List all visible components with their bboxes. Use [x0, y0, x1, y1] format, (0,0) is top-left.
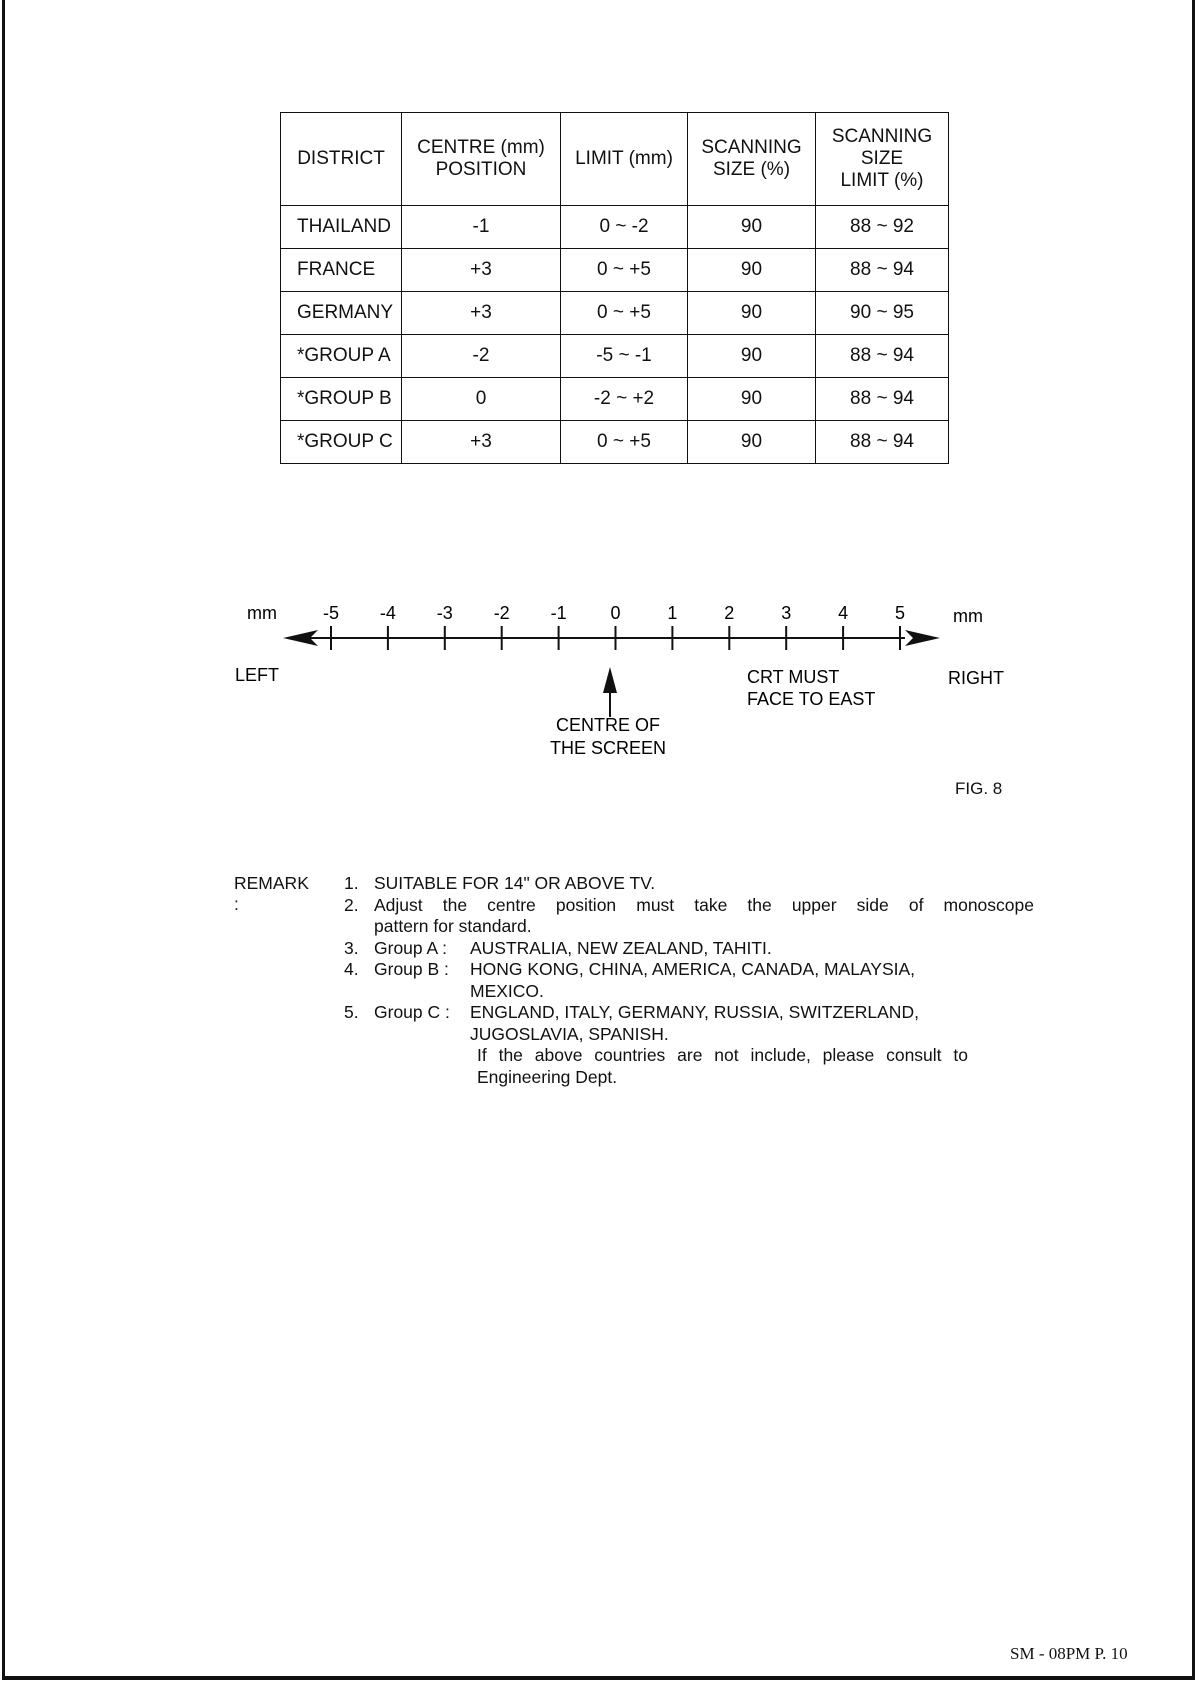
cell-centre: -1 [402, 206, 561, 249]
cell-district: THAILAND [281, 206, 402, 249]
group-countries: AUSTRALIA, NEW ZEALAND, TAHITI. [470, 937, 772, 958]
cell-size: 90 [688, 292, 816, 335]
remark-item-number: 4. [344, 959, 359, 979]
group-countries: MEXICO. [470, 980, 544, 1001]
remark-item-2 [344, 895, 1034, 938]
scale-tick-label: 4 [838, 603, 849, 623]
scale-tick-label: 1 [667, 603, 678, 623]
crt-note-line1: CRT MUST [747, 667, 840, 687]
cell-district: GERMANY [281, 292, 402, 335]
cell-centre: +3 [402, 292, 561, 335]
remark-item-1 [344, 873, 1034, 895]
header-limit: LIMIT (mm) [561, 113, 688, 206]
cell-centre: +3 [402, 421, 561, 464]
remark-note: If the above countries are not include, please consult to [477, 1045, 968, 1065]
table-row [281, 206, 949, 249]
remark-item-text: Adjust the centre position must take the upper side of monoscope [374, 894, 1034, 915]
cell-size-limit: 90 ~ 95 [816, 292, 949, 335]
scale-tick-label: -2 [493, 603, 510, 623]
crt-note-line2: FACE TO EAST [747, 689, 876, 709]
tick-label-group [323, 603, 905, 623]
remark-item-number: 5. [344, 1002, 359, 1022]
unit-left-label: mm [247, 603, 277, 623]
header-scanning-size: SCANNING SIZE (%) [688, 113, 816, 206]
cell-limit: 0 ~ +5 [561, 249, 688, 292]
cell-size-limit: 88 ~ 92 [816, 206, 949, 249]
centre-label-line1: CENTRE OF [556, 715, 661, 735]
cell-size: 90 [688, 206, 816, 249]
cell-size-limit: 88 ~ 94 [816, 249, 949, 292]
scale-tick-label: -3 [436, 603, 453, 623]
right-label: RIGHT [948, 668, 1004, 688]
scale-tick-label: 5 [894, 603, 906, 623]
cell-limit: 0 ~ +5 [561, 421, 688, 464]
cell-district: *GROUP C [281, 421, 402, 464]
group-countries: ENGLAND, ITALY, GERMANY, RUSSIA, SWITZERLAND, [470, 1002, 919, 1022]
table-row [281, 421, 949, 464]
table-row [281, 292, 949, 335]
remark-note: Engineering Dept. [477, 1066, 618, 1087]
scanning-spec-table [280, 112, 949, 464]
remark-item-text: SUITABLE FOR 14" OR ABOVE TV. [374, 873, 656, 893]
unit-right-label: mm [953, 606, 983, 626]
remark-list [344, 873, 1034, 1088]
header-centre-position: CENTRE (mm) POSITION [402, 113, 561, 206]
remark-item-3 [344, 938, 1034, 960]
remark-label: REMARK : [234, 873, 309, 914]
scale-tick-label: -5 [322, 603, 340, 623]
cell-district: FRANCE [281, 249, 402, 292]
cell-district: *GROUP B [281, 378, 402, 421]
left-label: LEFT [235, 665, 280, 685]
table-row [281, 249, 949, 292]
scale-tick-label: -4 [379, 603, 396, 623]
right-arrowhead-icon [905, 630, 940, 646]
table-row [281, 378, 949, 421]
scale-tick-label: 3 [781, 603, 792, 623]
cell-size: 90 [688, 335, 816, 378]
centre-arrow-icon [603, 667, 617, 693]
cell-centre: -2 [402, 335, 561, 378]
remark-item-4 [344, 959, 1034, 1002]
remark-item-number: 2. [344, 894, 359, 915]
cell-size-limit: 88 ~ 94 [816, 335, 949, 378]
cell-limit: -5 ~ -1 [561, 335, 688, 378]
remark-item-5 [344, 1002, 1034, 1088]
scale-tick-label: 2 [724, 603, 735, 623]
group-label: Group B : [374, 959, 449, 979]
cell-district: *GROUP A [281, 335, 402, 378]
figure-label: FIG. 8 [955, 779, 1003, 798]
cell-limit: 0 ~ +5 [561, 292, 688, 335]
cell-size: 90 [688, 378, 816, 421]
remark-item-number: 3. [344, 937, 359, 958]
cell-centre: +3 [402, 249, 561, 292]
remark-item-text: pattern for standard. [374, 916, 532, 936]
page-footer: SM - 08PM P. 10 [1010, 1644, 1128, 1663]
group-countries: HONG KONG, CHINA, AMERICA, CANADA, MALAYSIA, [470, 959, 916, 979]
table-header-row [281, 113, 949, 206]
centre-label-line2: THE SCREEN [550, 738, 667, 758]
group-label: Group C : [374, 1002, 450, 1022]
cell-limit: 0 ~ -2 [561, 206, 688, 249]
cell-size: 90 [688, 421, 816, 464]
cell-size-limit: 88 ~ 94 [816, 421, 949, 464]
cell-size: 90 [688, 249, 816, 292]
header-scanning-size-limit: SCANNING SIZE LIMIT (%) [816, 113, 949, 206]
group-countries: JUGOSLAVIA, SPANISH. [470, 1023, 669, 1044]
header-district: DISTRICT [281, 113, 402, 206]
cell-limit: -2 ~ +2 [561, 378, 688, 421]
cell-centre: 0 [402, 378, 561, 421]
group-label: Group A : [374, 937, 447, 958]
scale-tick-label: 0 [610, 603, 621, 623]
table-row [281, 335, 949, 378]
scale-tick-label: -1 [550, 603, 567, 623]
remark-item-number: 1. [344, 873, 359, 893]
cell-size-limit: 88 ~ 94 [816, 378, 949, 421]
position-scale-diagram [0, 590, 1199, 770]
